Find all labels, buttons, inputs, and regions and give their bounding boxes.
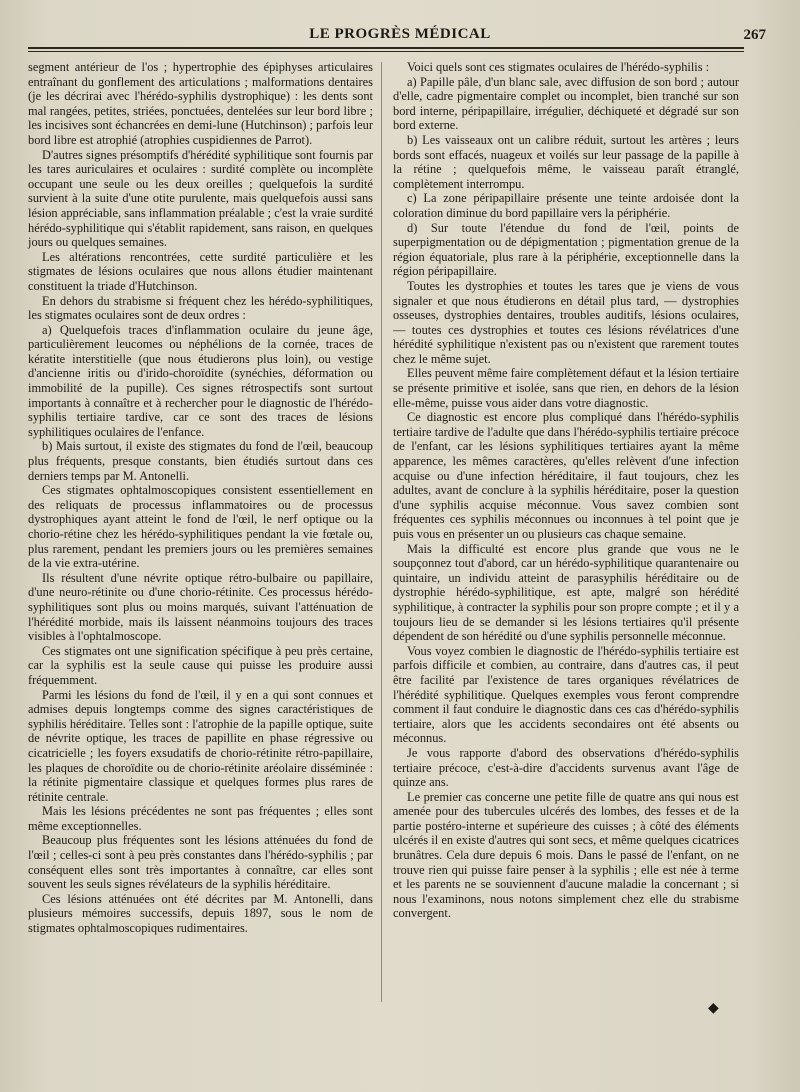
header-rule — [28, 47, 744, 49]
paragraph: Mais les lésions précédentes ne sont pas fréquentes ; elles sont même exceptionnelles. — [28, 804, 373, 833]
paragraph: Vous voyez combien le diagnostic de l'hérédo-syphilis tertiaire est parfois difficile et combien, au contraire, dans d'autres cas, il peut être facilité par l'existence de tares organiques révélatrices de l'hérédité syphilitique. Quelques exemples vous feront comprendre comment il faut conduire le diagnostic dans ces cas d'hérédo-syphilis tertiaire, alors que les accidents secondaires ont été absents ou méconnus. — [393, 643, 739, 746]
paragraph: D'autres signes présomptifs d'hérédité syphilitique sont fournis par les tares auriculaires et oculaires : surdité complète ou incomplète occupant une seule ou les deux oreilles ; quelquefois la surdité survient à la suite d'une otite purulente, mais quelquefois aussi sans lésion appréciable, sans inflammation préalable ; c'est la vraie surdité hérédo-syphilitique qui s'établit rapidement, sans raison, en quelques jours ou quelques semaines. — [28, 147, 373, 250]
page-number: 267 — [743, 27, 766, 43]
left-column — [28, 60, 373, 936]
paragraph: Le premier cas concerne une petite fille de quatre ans qui nous est amenée pour des tubercules ulcérés des lombes, des fesses et de la partie postéro-interne et supérieure des cuisses ; à côté des éléments ulcérés il en existe d'autres qui sont secs, et même quelques cicatrices brunâtres. Cela dure depuis 6 mois. Dans le passé de l'enfant, on ne trouve rien qui puisse faire penser à la syphilis ; elle est née à terme et les parents ne se souviennent d'aucune maladie la concernant ; si nous l'examinons, nous notons simplement chez elle du strabisme convergent. — [393, 789, 739, 921]
paragraph: Je vous rapporte d'abord des observations d'hérédo-syphilis tertiaire précoce, c'est-à-dire d'accidents survenus avant l'âge de quinze ans. — [393, 745, 739, 790]
page-header — [28, 26, 772, 48]
header-rule-thin — [28, 51, 744, 52]
paragraph: Mais la difficulté est encore plus grande que vous ne le soupçonnez tout d'abord, car un hérédo-syphilitique quarantenaire ou quintaire, un individu atteint de parasyphilis héréditaire ou de dystrophie hérédo-syphilitique, est apte, malgré son hérédité syphilitique, à contracter la syphilis pour son propre compte ; et il y a toujours lieu de se demander si les lésions tertiaires qu'il présente dépendent de son hérédité ou d'une syphilis personnelle méconnue. — [393, 541, 739, 644]
paragraph: Toutes les dystrophies et toutes les tares que je viens de vous signaler et que nous étudierons en détail plus tard, — dystrophies osseuses, dystrophies dentaires, troubles auditifs, lésions oculaires, — toutes ces dystrophies et toutes ces lésions révélatrices d'une hérédité syphilitique n'existent pas ou n'existent que rarement toutes chez le même sujet. — [393, 278, 739, 366]
end-ornament: ◆ — [708, 1001, 719, 1016]
paragraph: Parmi les lésions du fond de l'œil, il y en a qui sont connues et admises depuis longtemps comme des signes caractéristiques de syphilis héréditaire. Telles sont : l'atrophie de la papille optique, suite de névrite optique, les traces de papillite en phase régressive ou cicatricielle ; les foyers exsudatifs de chorio-rétinite rétro-papillaire, les plaques de choroïdite ou de chorio-rétinite aréolaire disséminée : la rétinite pigmentaire classique et quelques formes plus rares de rétinite centrale. — [28, 687, 373, 804]
paragraph: segment antérieur de l'os ; hypertrophie des épiphyses articulaires entraînant du gonflement des articulations ; malformations dentaires (je les décrirai avec l'hérédo-syphilis dystrophique) : les dents sont mal rangées, petites, striées, ponctuées, dentelées sur leur bord libre ; les incisives sont échancrées en demi-lune (Hutchinson) ; parfois leur bord libre est atrophié (atrophies cuspidiennes de Parrot). — [28, 60, 373, 147]
paragraph: c) La zone péripapillaire présente une teinte ardoisée dont la coloration diminue du bord papillaire vers la périphérie. — [393, 191, 739, 220]
paragraph: b) Les vaisseaux ont un calibre réduit, surtout les artères ; leurs bords sont effacés, nuageux et voilés sur leur passage de la papille à la rétine ; quelquefois même, le vaisseau paraît étranglé, complètement interrompu. — [393, 132, 739, 191]
running-title: LE PROGRÈS MÉDICAL — [309, 26, 491, 42]
right-column — [393, 60, 739, 921]
paragraph: En dehors du strabisme si fréquent chez les hérédo-syphilitiques, les stigmates oculaires sont de deux ordres : — [28, 293, 373, 323]
paragraph: a) Quelquefois traces d'inflammation oculaire du jeune âge, particulièrement leucomes ou néphélions de la cornée, traces de kératite interstitielle (que nous étudierons plus loin), ou vestige d'ancienne iritis ou d'irido-choroïdite (synéchies, déformation ou immobilité de la pupille). Ces signes rétrospectifs sont surtout importants à connaître et à rechercher pour le diagnostic de l'hérédo-syphilis tertiaire tardive, car ce sont des traces de lésions syphilitiques oculaires de l'enfance. — [28, 322, 373, 439]
paragraph: Beaucoup plus fréquentes sont les lésions atténuées du fond de l'œil ; celles-ci sont à peu près constantes dans l'hérédo-syphilis ; par conséquent elles sont très importantes à connaître, car elles sont souvent les seuls signes révélateurs de la syphilis héréditaire. — [28, 833, 373, 892]
paragraph: Ils résultent d'une névrite optique rétro-bulbaire ou papillaire, d'une neuro-rétinite ou d'une chorio-rétinite. Ces processus hérédo-syphilitiques sont plus ou moins marqués, suivant l'atténuation de l'hérédité morbide, mais ils laissent néanmoins toujours des traces visibles à l'ophtalmoscope. — [28, 570, 373, 644]
paragraph: b) Mais surtout, il existe des stigmates du fond de l'œil, beaucoup plus fréquents, presque constants, bien étudiés surtout dans ces derniers temps par M. Antonelli. — [28, 439, 373, 483]
paragraph: Ces stigmates ont une signification spécifique à peu près certaine, car la syphilis est la seule cause qui puisse les produire aussi fréquemment. — [28, 643, 373, 687]
paragraph: Voici quels sont ces stigmates oculaires de l'hérédo-syphilis : — [407, 60, 710, 74]
paragraph: Ce diagnostic est encore plus compliqué dans l'hérédo-syphilis tertiaire tardive de l'adulte que dans l'hérédo-syphilis tertiaire précoce de l'enfant, car les lésions syphilitiques tertiaires ayant la même apparence, les mêmes caractères, qu'elles relèvent d'une infection acquise ou d'une infection héréditaire, il faut toujours, chez les adultes, avant de conclure à la syphilis héréditaire, poser la question d'une syphilis acquise méconnue. Vous savez combien sont fréquentes ces syphilis méconnues ou inconnues à tel point que je puis vous en présenter un ou plusieurs cas chaque semaine. — [393, 410, 739, 541]
paragraph: a) Papille pâle, d'un blanc sale, avec diffusion de son bord ; autour d'elle, cadre pigmentaire complet ou incomplet, bien tranché sur son bord interne, péripapillaire, irrégulier, déchiqueté et dégradé sur son bord externe. — [393, 74, 739, 133]
paragraph: d) Sur toute l'étendue du fond de l'œil, points de superpigmentation ou de dépigmentation ; pigmentation grenue de la région équatoriale, plus rare à la périphérie, exceptionnelle dans la région péripapillaire. — [393, 220, 739, 279]
paragraph: Ces lésions atténuées ont été décrites par M. Antonelli, dans plusieurs mémoires successifs, depuis 1897, sous le nom de stigmates ophtalmoscopiques rudimentaires. — [28, 891, 373, 936]
paragraph: Ces stigmates ophtalmoscopiques consistent essentiellement en des reliquats de processus inflammatoires ou de processus dystrophiques ayant atteint le fond de l'œil, le nerf optique ou la chorio-rétine chez les hérédo-syphilitiques pendant la vie fœtale ou, plus rarement, pendant les premiers jours ou les premières semaines de la vie extra-utérine. — [28, 483, 373, 571]
paragraph: Les altérations rencontrées, cette surdité particulière et les stigmates de lésions oculaires que nous allons étudier maintenant constituent la triade d'Hutchinson. — [28, 249, 373, 293]
paragraph: Elles peuvent même faire complètement défaut et la lésion tertiaire se présente primitive et isolée, sans que rien, en dehors de la lésion elle-même, puisse vous aider dans votre diagnostic. — [393, 366, 739, 410]
column-divider — [381, 62, 382, 1002]
